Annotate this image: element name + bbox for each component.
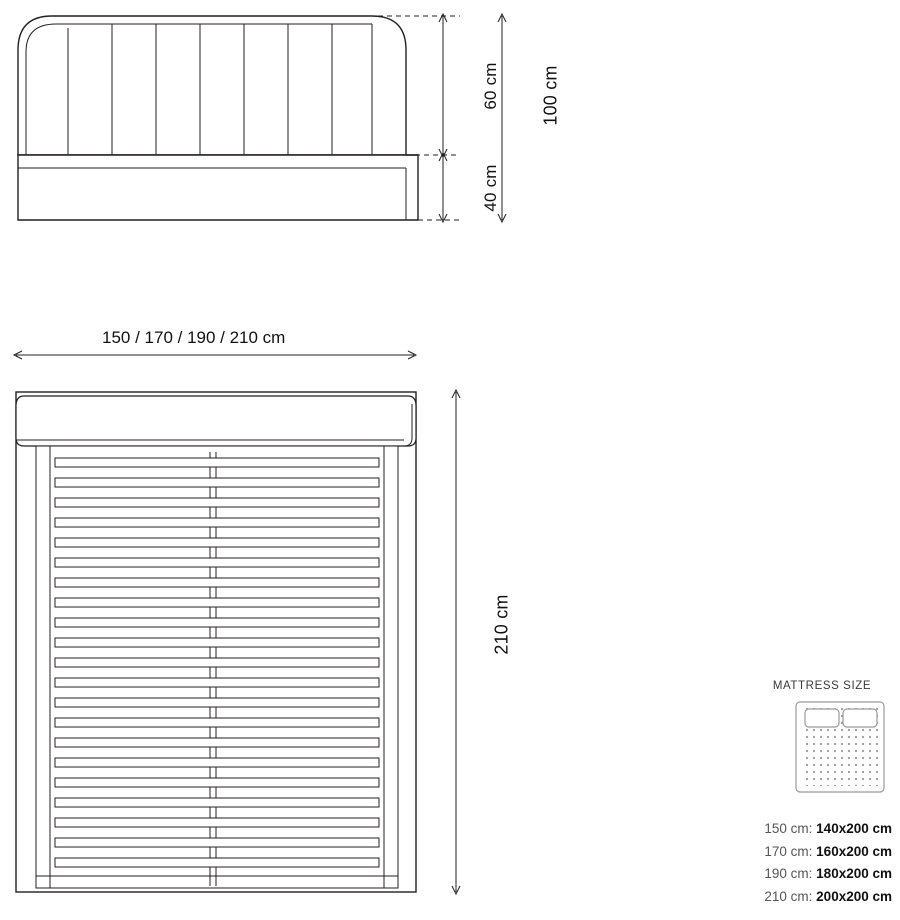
- legend-row: [700, 886, 892, 909]
- bed-base-outline: [18, 155, 418, 220]
- legend-rows: [700, 818, 892, 908]
- legend-row-value: 200x200 cm: [816, 888, 892, 904]
- legend-row-value: 180x200 cm: [816, 866, 892, 881]
- headboard-outline: [18, 16, 406, 155]
- legend-row: [700, 818, 892, 841]
- legend-row-key: 170 cm:: [764, 843, 813, 859]
- legend-row-value: 140x200 cm: [816, 821, 892, 836]
- legend-row-key: 150 cm:: [764, 821, 813, 836]
- legend-title: MATTRESS SIZE: [772, 680, 872, 692]
- front-view-group: [18, 14, 506, 222]
- label-plan-length: 210 cm: [491, 594, 512, 655]
- mattress-icon-group: [796, 702, 884, 792]
- legend-row-key: 210 cm:: [764, 888, 813, 904]
- plan-headboard: [16, 396, 416, 446]
- slat-group: [55, 458, 379, 867]
- legend-row: [700, 841, 892, 864]
- label-total-height: 100 cm: [540, 65, 561, 126]
- label-base-height: 40 cm: [481, 164, 500, 212]
- mattress-size-legend: [752, 680, 892, 698]
- label-plan-width: 150 / 170 / 190 / 210 cm: [102, 328, 286, 347]
- legend-row: [700, 863, 892, 886]
- pillow-right: [843, 709, 877, 727]
- plan-view-group: [14, 351, 460, 894]
- label-headboard-height: 60 cm: [481, 62, 500, 110]
- legend-row-value: 160x200 cm: [816, 843, 892, 859]
- pillow-left: [805, 709, 839, 727]
- legend-row-key: 190 cm:: [764, 866, 813, 881]
